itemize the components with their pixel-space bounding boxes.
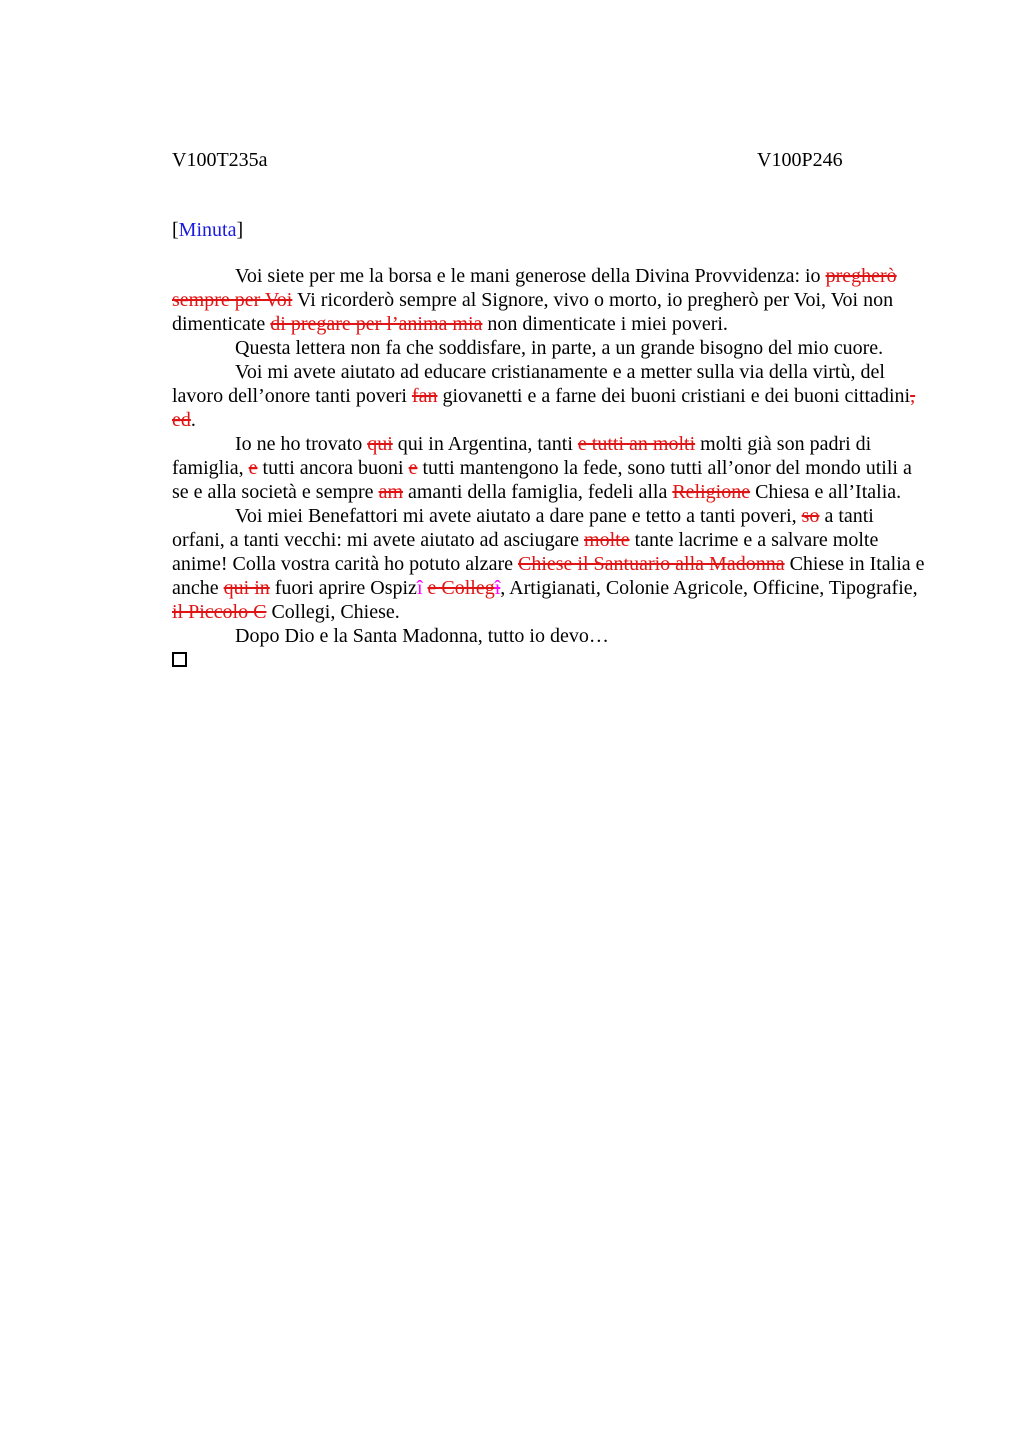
deleted-text-run: e tutti an molti — [577, 433, 696, 455]
text-run: tutti mantengono la fede, sono tutti all’onor del mondo utili a se e alla società e sempre — [172, 457, 912, 503]
text-run: Chiese in Italia e anche — [172, 553, 925, 599]
paragraph — [172, 336, 930, 360]
paragraph — [172, 624, 930, 648]
text-run: a tanti orfani, a tanti vecchi: mi avete aiutato ad asciugare — [172, 505, 874, 551]
letter-body — [172, 264, 930, 672]
text-run: Collegi, Chiese. — [266, 601, 400, 623]
header-right-code: V100P246 — [757, 149, 843, 171]
text-run: Dopo Dio e la Santa Madonna, tutto io devo… — [235, 625, 609, 647]
text-run: Voi miei Benefattori mi avete aiutato a dare pane e tetto a tanti poveri, — [235, 505, 802, 527]
deleted-text-run: molte — [584, 529, 630, 551]
header-left-code: V100T235a — [172, 149, 268, 171]
deleted-text-run: qui — [367, 433, 393, 455]
paragraph — [172, 432, 930, 504]
minuta-annotation — [172, 218, 930, 242]
text-run: Vi ricorderò sempre al Signore, vivo o morto, io pregherò per Voi, Voi non dimenticate — [172, 289, 894, 335]
text-run: , Artigianati, Colonie Agricole, Officine, Tipografie, — [500, 577, 918, 599]
text-run: tante lacrime e a salvare molte anime! Colla vostra carità ho potuto alzare — [172, 529, 879, 575]
deleted-text-run: pregherò sempre per Voi — [172, 265, 897, 311]
deleted-text-run: e Colleg — [427, 577, 495, 599]
text-run: non dimenticate i miei poveri. — [482, 313, 728, 335]
deleted-text-run: fan — [411, 385, 438, 407]
text-run: qui in Argentina, tanti — [392, 433, 578, 455]
paragraph — [172, 360, 930, 432]
deleted-text-run: Chiese il Santuario alla Madonna — [517, 553, 785, 575]
deleted-text-run: il Piccolo C — [172, 601, 267, 623]
end-placeholder-square — [172, 652, 187, 667]
paragraph — [172, 504, 930, 624]
document-page — [172, 148, 930, 672]
paragraph — [172, 264, 930, 336]
deleted-text-run: di pregare per l’anima mia — [270, 313, 483, 335]
magenta-deleted-run: î — [494, 577, 501, 599]
deleted-text-run: qui in — [223, 577, 270, 599]
text-run: giovanetti e a farne dei buoni cristiani e dei buoni cittadini — [437, 385, 911, 407]
minuta-label: Minuta — [178, 219, 237, 241]
text-run: Voi siete per me la borsa e le mani generose della Divina Provvidenza: io — [235, 265, 826, 287]
text-run: tutti ancora buoni — [257, 457, 409, 479]
text-run: Questa lettera non fa che soddisfare, in parte, a un grande bisogno del mio cuore. — [235, 337, 884, 359]
text-run: Voi mi avete aiutato ad educare cristianamente e a metter sulla via della virtù, del lavoro dell’onore tanti poveri — [172, 361, 885, 407]
deleted-text-run: e — [408, 457, 418, 479]
text-run: Chiesa e all’Italia. — [750, 481, 902, 503]
text-run: Io ne ho trovato — [235, 433, 368, 455]
deleted-text-run: , ed — [172, 385, 916, 431]
deleted-text-run: e — [248, 457, 258, 479]
text-run: . — [190, 409, 196, 431]
bracket-close: ] — [236, 219, 244, 241]
deleted-text-run: so — [801, 505, 820, 527]
bracket-open: [ — [172, 219, 179, 241]
end-mark-line — [172, 648, 930, 672]
text-run: fuori aprire Ospiz — [269, 577, 417, 599]
deleted-text-run: am — [378, 481, 403, 503]
deleted-text-run: Religione — [672, 481, 751, 503]
magenta-text-run: î — [416, 577, 423, 599]
page-header — [172, 148, 930, 172]
text-run: molti già son padri di famiglia, — [172, 433, 872, 479]
text-run: amanti della famiglia, fedeli alla — [403, 481, 673, 503]
